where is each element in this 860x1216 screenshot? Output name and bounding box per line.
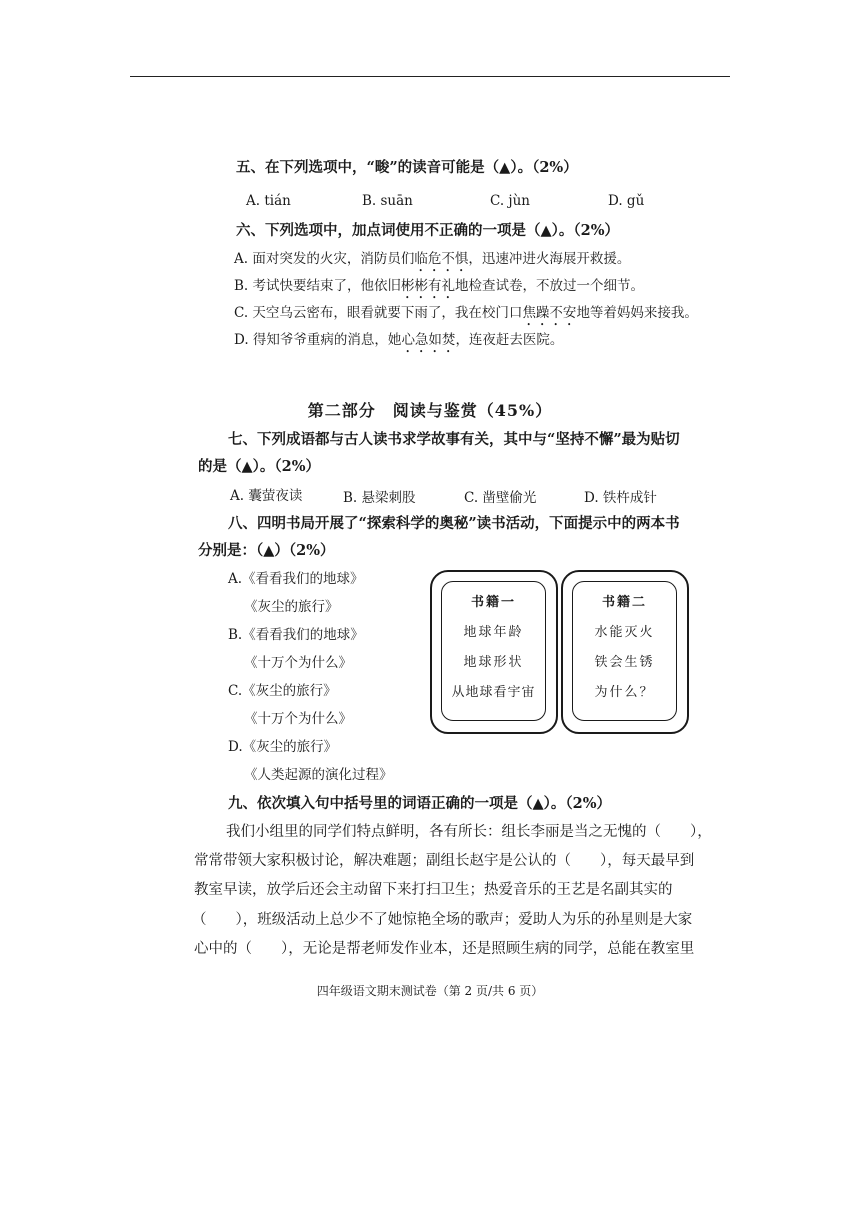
q6-a-post: ，迅速冲进火海展开救援。 [468, 251, 631, 267]
q5-option-b: B. suān [362, 193, 413, 209]
q6-option-b [234, 276, 644, 302]
q9-passage-line: 我们小组里的同学们特点鲜明，各有所长：组长李丽是当之无愧的（ ）， [226, 824, 712, 840]
q6-c-pre: C. 天空乌云密布，眼看就要下雨了，我在校门口 [234, 305, 523, 321]
q6-b-dotted-word: 彬彬有礼 [401, 278, 456, 294]
book-card-1-inner [441, 581, 546, 721]
q5-stem: 五、在下列选项中，“畯”的读音可能是（▲）。（2%） [236, 159, 578, 176]
q9-passage-line: 教室早读，放学后还会主动留下来打扫卫生；热爱音乐的王艺是名副其实的 [194, 882, 673, 898]
q6-stem: 六、下列选项中，加点词使用不正确的一项是（▲）。（2%） [236, 222, 620, 239]
q8-option-c-line2: 《十万个为什么》 [244, 711, 352, 727]
q6-b-post: 地检查试卷，不放过一个细节。 [455, 278, 645, 294]
q6-c-dotted-word: 焦躁不安 [522, 305, 577, 321]
q6-d-pre: D. 得知爷爷重病的消息，她 [234, 332, 402, 348]
book-card-1-line: 地球形状 [463, 655, 524, 670]
q6-d-dotted-word: 心急如焚 [401, 332, 456, 348]
q6-c-post: 地等着妈妈来接我。 [576, 305, 698, 321]
book-card-2-inner [572, 581, 677, 721]
q5-option-c: C. jùn [490, 193, 531, 209]
part2-title: 第二部分 阅读与鉴赏（45%） [307, 401, 553, 420]
book-card-2-line: 水能灭火 [594, 625, 655, 640]
q6-d-post: ，连夜赶去医院。 [455, 332, 564, 348]
q9-passage-line: （ ），班级活动上总少不了她惊艳全场的歌声；爱助人为乐的孙星则是大家 [192, 912, 693, 928]
q6-option-a [234, 249, 630, 275]
book-card-1-line: 地球年龄 [463, 625, 524, 640]
book-card-1-title: 书籍一 [470, 595, 516, 610]
q7-option-b: B. 悬梁刺股 [343, 490, 416, 506]
q7-option-a: A. 囊萤夜读 [230, 488, 303, 504]
q6-option-c [234, 303, 698, 329]
q8-stem-line2: 分别是：（▲）（2%） [198, 542, 335, 559]
q9-passage-line: 心中的（ ），无论是帮老师发作业本，还是照顾生病的同学，总能在教室里 [194, 941, 695, 957]
q7-option-d: D. 铁杵成针 [584, 490, 657, 506]
q6-option-d [234, 330, 563, 356]
header-rule [130, 76, 730, 77]
q8-stem-line1: 八、四明书局开展了“探索科学的奥秘”读书活动，下面提示中的两本书 [228, 515, 680, 532]
q6-b-pre: B. 考试快要结束了，他依旧 [234, 278, 402, 294]
q8-option-b-line1: B.《看看我们的地球》 [228, 627, 364, 643]
q8-option-d-line2: 《人类起源的演化过程》 [244, 767, 393, 783]
q8-option-a-line1: A.《看看我们的地球》 [228, 571, 364, 587]
q7-option-c: C. 凿壁偷光 [464, 490, 537, 506]
book-card-2 [561, 570, 689, 734]
q8-option-a-line2: 《灰尘的旅行》 [244, 599, 339, 615]
q8-option-d-line1: D.《灰尘的旅行》 [228, 739, 338, 755]
q8-option-c-line1: C.《灰尘的旅行》 [228, 683, 337, 699]
q6-a-pre: A. 面对突发的火灾，消防员们 [234, 251, 415, 267]
book-card-2-line: 为什么？ [594, 685, 655, 700]
q6-a-dotted-word: 临危不惧 [414, 251, 469, 267]
q7-stem-line1: 七、下列成语都与古人读书求学故事有关，其中与“坚持不懈”最为贴切 [228, 431, 680, 448]
q5-option-a: A. tián [246, 193, 291, 209]
q9-stem: 九、依次填入句中括号里的词语正确的一项是（▲）。（2%） [228, 795, 612, 812]
page-footer: 四年级语文期末测试卷（第 2 页/共 6 页） [316, 984, 544, 998]
book-card-1 [430, 570, 558, 734]
q5-option-d: D. gǔ [608, 193, 645, 209]
q7-stem-line2: 的是（▲）。（2%） [198, 458, 321, 475]
book-card-2-line: 铁会生锈 [594, 655, 655, 670]
book-card-1-line: 从地球看宇宙 [451, 685, 536, 700]
q9-passage-line: 常常带领大家积极讨论，解决难题；副组长赵宇是公认的（ ），每天最早到 [194, 853, 695, 869]
book-card-2-title: 书籍二 [601, 595, 647, 610]
q8-option-b-line2: 《十万个为什么》 [244, 655, 352, 671]
